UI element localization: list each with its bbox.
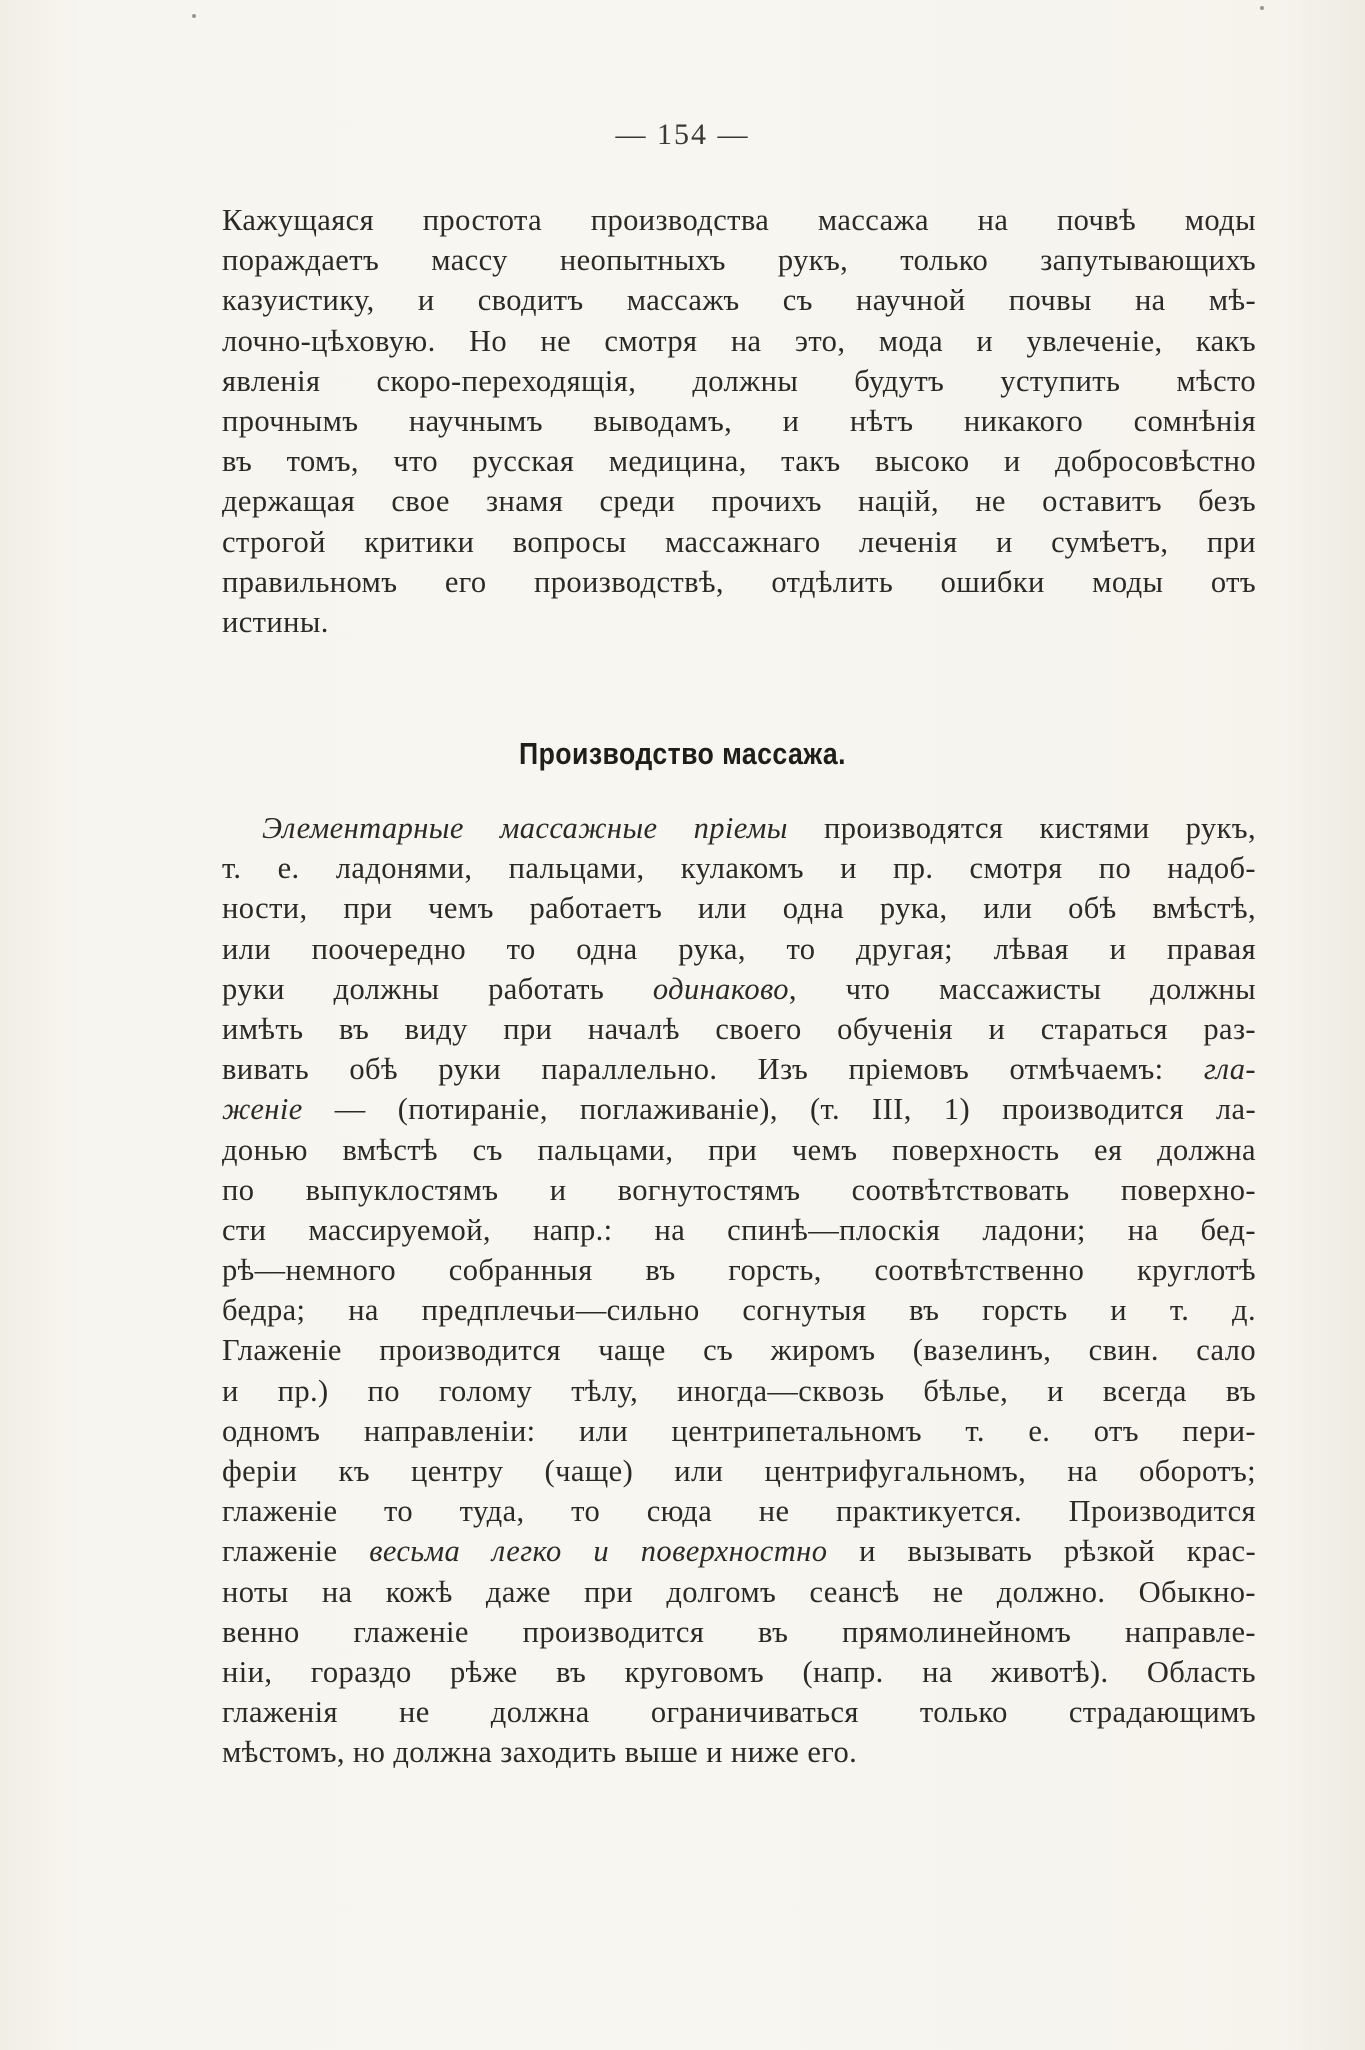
paragraph-intro <box>222 200 1256 642</box>
text-span: и вызывать рѣзкой крас- <box>827 1534 1256 1569</box>
italic-term: весьма легко и поверхностно <box>369 1534 828 1569</box>
text-line: по выпуклостямъ и вогнутостямъ соотвѣтствовать поверхно- <box>222 1172 1256 1207</box>
text-line: держащая свое знамя среди прочихъ націй, не оставитъ безъ <box>222 484 1256 519</box>
italic-term: гла- <box>1203 1052 1256 1087</box>
text-line: венно глаженіе производится въ прямолинейномъ направле- <box>222 1614 1256 1649</box>
text-line: или поочередно то одна рука, то другая; лѣвая и правая <box>222 931 1256 966</box>
paper-speck <box>192 14 196 18</box>
text-line: сти массируемой, напр.: на спинѣ—плоскія ладони; на бед- <box>222 1212 1256 1247</box>
italic-term: женіе <box>222 1092 303 1127</box>
text-line: мѣстомъ, но должна заходить выше и ниже его. <box>222 1735 858 1770</box>
text-line: и пр.) по голому тѣлу, иногда—сквозь бѣлье, и всегда въ <box>222 1373 1256 1408</box>
text-line: явленія скоро-переходящія, должны будутъ уступить мѣсто <box>222 363 1256 398</box>
paragraph-techniques <box>222 808 1256 1773</box>
text-span: вивать обѣ руки параллельно. Изъ пріемовъ отмѣчаемъ: <box>222 1052 1204 1087</box>
text-span: , что массажисты должны <box>788 971 1256 1006</box>
text-line: одномъ направленіи: или центрипетальномъ т. е. отъ пери- <box>222 1413 1256 1448</box>
text-line: бедра; на предплечьи—сильно согнутыя въ горсть и т. д. <box>222 1293 1256 1328</box>
section-heading: Производство массажа. <box>518 736 847 771</box>
text-line: лочно-цѣховую. Но не смотря на это, мода и увлеченіе, какъ <box>222 323 1256 358</box>
text-span: производятся кистями рукъ, <box>787 811 1256 845</box>
text-line: истины. <box>222 604 329 639</box>
text-line: правильномъ его производствѣ, отдѣлить ошибки моды отъ <box>222 564 1256 599</box>
italic-term: Элементарные массажные пріемы <box>262 811 788 845</box>
text-line: донью вмѣстѣ съ пальцами, при чемъ поверхность ея должна <box>222 1132 1256 1167</box>
text-line <box>222 1049 1256 1089</box>
page-number: — 154 — <box>615 118 750 151</box>
text-line: Кажущаяся простота производства массажа на почвѣ моды <box>222 203 1256 237</box>
text-line: ности, при чемъ работаетъ или одна рука, или обѣ вмѣстѣ, <box>222 891 1256 926</box>
text-span: глаженіе <box>222 1534 370 1569</box>
text-line: въ томъ, что русская медицина, такъ высоко и добросовѣстно <box>222 444 1256 479</box>
text-line: Глаженіе производится чаще съ жиромъ (вазелинъ, свин. сало <box>222 1333 1256 1368</box>
text-line: ніи, гораздо рѣже въ круговомъ (напр. на животѣ). Область <box>222 1654 1256 1689</box>
text-line: прочнымъ научнымъ выводамъ, и нѣтъ никакого сомнѣнія <box>222 403 1256 438</box>
text-line: феріи къ центру (чаще) или центрифугальномъ, на оборотъ; <box>222 1454 1256 1488</box>
text-line <box>222 1531 1256 1571</box>
text-line: строгой критики вопросы массажнаго леченія и сумѣетъ, при <box>222 524 1256 559</box>
text-line: ноты на кожѣ даже при долгомъ сеансѣ не должно. Обыкно- <box>222 1574 1256 1609</box>
text-line <box>222 1089 1256 1129</box>
text-line: пораждаетъ массу неопытныхъ рукъ, только запутывающихъ <box>222 243 1256 278</box>
text-line: казуистику, и сводитъ массажъ съ научной почвы на мѣ- <box>222 283 1256 318</box>
text-line: рѣ—немного собранныя въ горсть, соотвѣтственно круглотѣ <box>222 1253 1256 1288</box>
text-line: имѣть въ виду при началѣ своего обученія и стараться раз- <box>222 1011 1256 1046</box>
italic-term: одинаково <box>652 971 789 1006</box>
text-line: глаженіе то туда, то сюда не практикуется. Производится <box>222 1494 1256 1529</box>
text-line: т. е. ладонями, пальцами, кулакомъ и пр. смотря по надоб- <box>222 851 1256 886</box>
text-line <box>222 969 1256 1009</box>
paper-speck <box>1260 6 1264 10</box>
text-span: руки должны работать <box>222 971 653 1006</box>
text-span: — (потираніе, поглаживаніе), (т. III, 1) производится ла- <box>302 1092 1256 1127</box>
text-line: глаженія не должна ограничиваться только страдающимъ <box>222 1695 1256 1730</box>
text-line <box>222 808 1256 848</box>
